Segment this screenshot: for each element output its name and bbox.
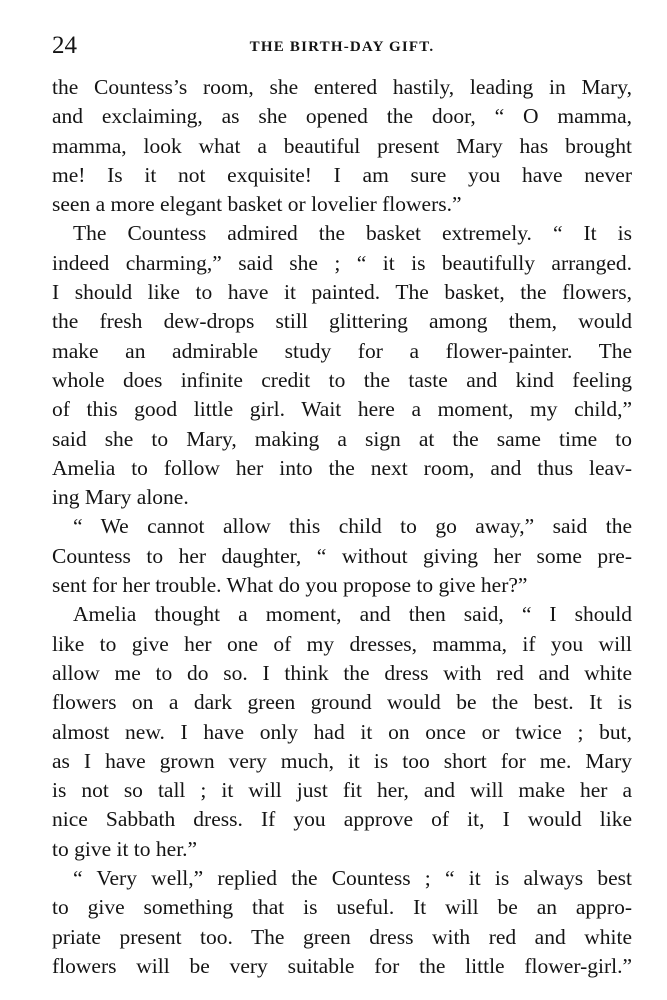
text-line: almost new. I have only had it on once or twice ; but, <box>52 719 632 744</box>
text-line: flowers on a dark green ground would be the best. It is <box>52 690 632 715</box>
text-line: and exclaiming, as she opened the door, “ O mamma, <box>52 104 632 129</box>
text-line: The Countess admired the basket extremely. “ It is <box>73 221 632 246</box>
text-line: mamma, look what a beautiful present Mary has brought <box>52 133 632 158</box>
text-line: me! Is it not exquisite! I am sure you have never <box>52 162 632 187</box>
text-line: whole does infinite credit to the taste and kind feeling <box>52 367 632 392</box>
running-title: THE BIRTH-DAY GIFT. <box>249 39 435 55</box>
running-header <box>52 30 632 62</box>
text-line: nice Sabbath dress. If you approve of it, I would like <box>52 807 632 832</box>
page-number: 24 <box>52 32 77 59</box>
text-line: the fresh dew-drops still glittering among them, would <box>52 309 632 334</box>
text-line: the Countess’s room, she entered hastily, leading in Mary, <box>52 75 632 99</box>
text-line: Amelia to follow her into the next room, and thus leav- <box>52 455 632 480</box>
text-line: Amelia thought a moment, and then said, “ I should <box>73 602 632 627</box>
text-line: priate present too. The green dress with red and white <box>52 924 632 949</box>
text-line: is not so tall ; it will just fit her, and will make her a <box>52 778 632 803</box>
text-line: “ Very well,” replied the Countess ; “ it is always best <box>73 866 632 891</box>
text-line: ing Mary alone. <box>52 485 189 510</box>
text-line: I should like to have it painted. The basket, the flowers, <box>52 280 632 305</box>
text-line: make an admirable study for a flower-painter. The <box>52 338 632 363</box>
text-line: as I have grown very much, it is too short for me. Mary <box>52 748 632 773</box>
text-line: allow me to do so. I think the dress with red and white <box>52 660 632 685</box>
text-line: “ We cannot allow this child to go away,” said the <box>73 514 632 539</box>
text-line: of this good little girl. Wait here a moment, my child,” <box>52 397 632 422</box>
text-line: seen a more elegant basket or lovelier flowers.” <box>52 192 462 217</box>
text-line: to give something that is useful. It will be an appro- <box>52 895 632 920</box>
text-line: said she to Mary, making a sign at the same time to <box>52 426 632 451</box>
text-line: like to give her one of my dresses, mamma, if you will <box>52 631 632 656</box>
text-line: indeed charming,” said she ; “ it is beautifully arranged. <box>52 250 632 275</box>
text-line: to give it to her.” <box>52 836 198 861</box>
text-line: Countess to her daughter, “ without giving her some pre- <box>52 543 632 568</box>
text-line: sent for her trouble. What do you propose to give her?” <box>52 573 528 598</box>
text-line: flowers will be very suitable for the little flower-girl.” <box>52 953 632 978</box>
body-text <box>52 73 632 981</box>
